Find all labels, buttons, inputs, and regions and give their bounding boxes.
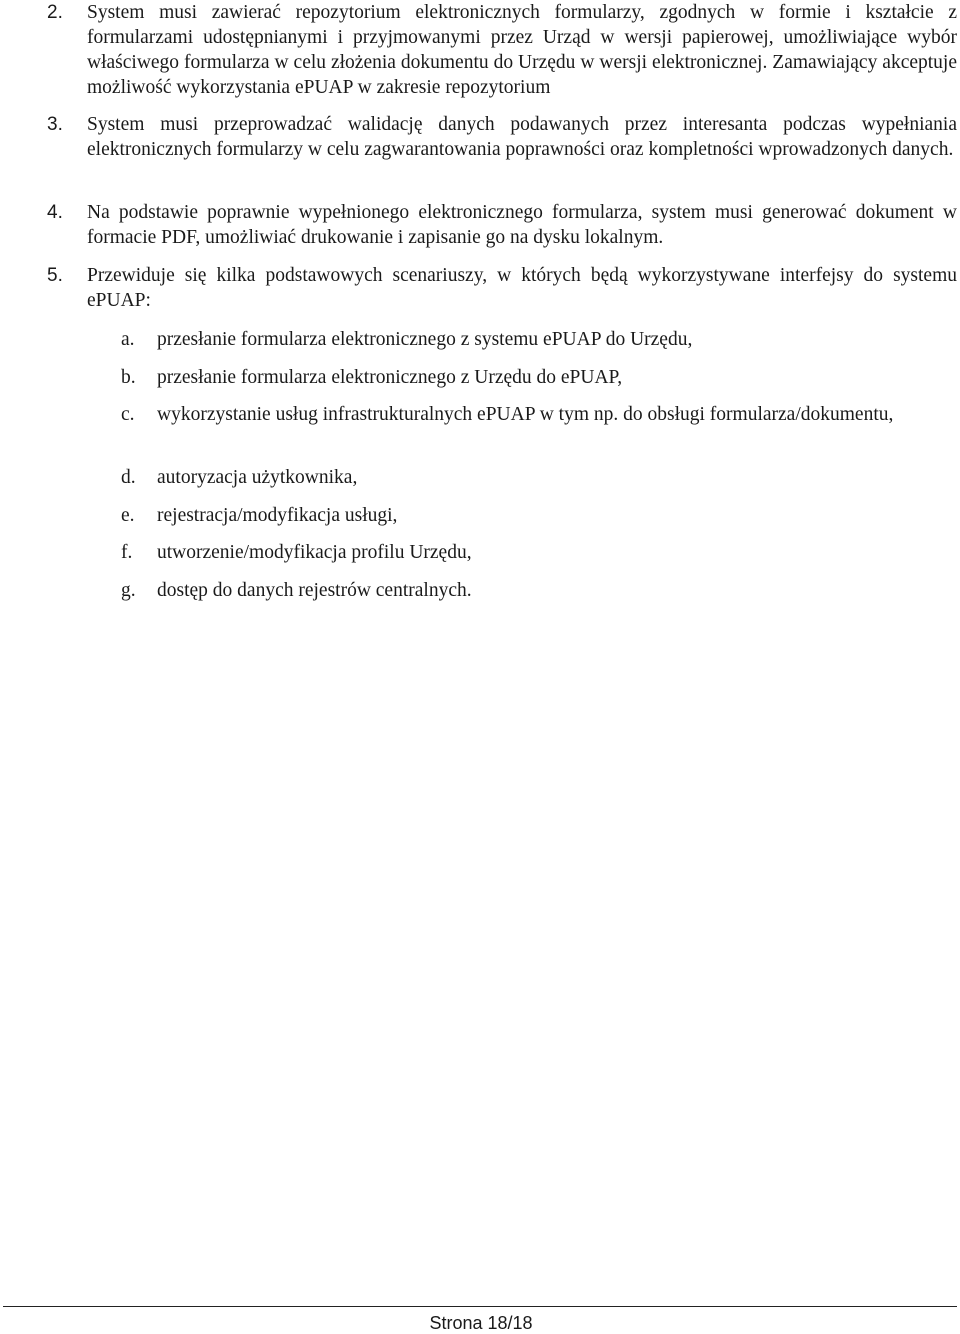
sub-item-text: przesłanie formularza elektronicznego z systemu ePUAP do Urzędu, [157,329,693,350]
sub-item-text: rejestracja/modyfikacja usługi, [157,505,398,526]
item-text: System musi przeprowadzać walidację danych podawanych przez interesanta podczas wypełniania elektronicznych formularzy w celu zagwarantowania poprawności oraz kompletności wprowadzonych danych. [87,114,957,160]
item-number: 5. [47,265,63,286]
sub-item-letter: d. [121,467,136,488]
item-text: Na podstawie poprawnie wypełnionego elektronicznego formularza, system musi generować dokument w formacie PDF, umożliwiać drukowanie i zapisanie go na dysku lokalnym. [87,202,957,248]
sub-item-letter: g. [121,580,136,601]
sub-item-letter: c. [121,404,135,425]
item-number: 3. [47,114,63,135]
sub-item-text: przesłanie formularza elektronicznego z Urzędu do ePUAP, [157,367,623,388]
sub-item-letter: b. [121,367,136,388]
sub-item-text: dostęp do danych rejestrów centralnych. [157,580,472,601]
sub-item-letter: f. [121,542,133,563]
sub-item-text: utworzenie/modyfikacja profilu Urzędu, [157,542,472,563]
sub-item-letter: a. [121,329,135,350]
item-text: Przewiduje się kilka podstawowych scenariuszy, w których będą wykorzystywane interfejsy do systemu ePUAP: [87,265,957,311]
sub-item-text: autoryzacja użytkownika, [157,467,358,488]
footer-divider [3,1306,957,1307]
sub-item-text: wykorzystanie usług infrastrukturalnych ePUAP w tym np. do obsługi formularza/dokumentu, [157,404,894,425]
page-number: Strona 18/18 [429,1313,533,1333]
item-number: 4. [47,202,63,223]
item-number: 2. [47,2,63,23]
item-text: System musi zawierać repozytorium elektronicznych formularzy, zgodnych w formie i kształcie z formularzami udostępnianymi i przyjmowanymi przez Urząd w wersji papierowej, umożliwiające wybór właściwego formularza w celu złożenia dokumentu do Urzędu w wersji elektronicznej. Zamawiający akceptuje możliwość wykorzystania ePUAP w zakresie repozytorium [87,2,957,98]
sub-item-letter: e. [121,505,135,526]
